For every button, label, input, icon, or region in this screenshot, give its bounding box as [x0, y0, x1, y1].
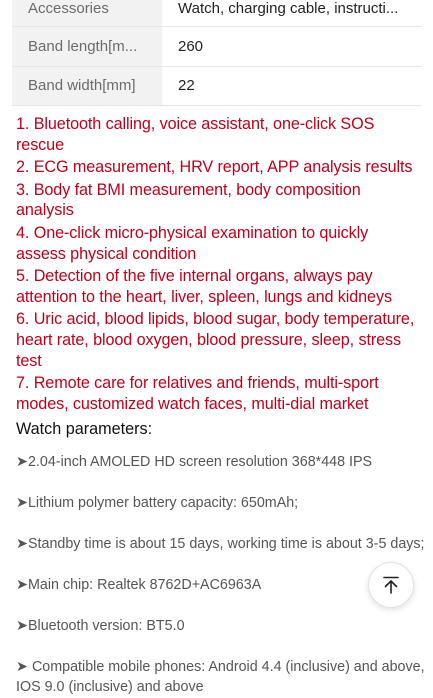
param-item — [16, 493, 426, 513]
spec-key: Accessories — [12, 0, 162, 26]
param-item — [16, 657, 426, 697]
param-text: Compatible mobile phones: Android 4.4 (inclusive) and above, IOS 9.0 (inclusive) and above — [16, 659, 425, 695]
param-text: Bluetooth version: BT5.0 — [27, 618, 185, 634]
param-text: Main chip: Realtek 8762D+AC6963A — [27, 577, 262, 593]
spec-value: Watch, charging cable, instructi... — [178, 0, 399, 17]
feature-item: 5. Detection of the five internal organs, always pay attention to the heart, liver, spleen, lungs and kidneys — [16, 267, 392, 306]
arrow-bullet-icon: ➤ — [16, 659, 28, 675]
arrow-bullet-icon: ➤ — [16, 618, 28, 634]
param-text: 2.04-inch AMOLED HD screen resolution 368*448 IPS — [27, 454, 373, 470]
spec-row-accessories — [12, 0, 421, 27]
spec-key: Band width[mm] — [12, 67, 162, 106]
feature-item: 3. Body fat BMI measurement, body composition analysis — [16, 180, 361, 220]
param-item — [16, 452, 426, 472]
arrow-bullet-icon: ➤ — [16, 454, 28, 470]
specs-table — [12, 0, 421, 106]
back-to-top-button[interactable] — [368, 562, 414, 608]
param-item — [16, 575, 426, 595]
arrow-bullet-icon: ➤ — [16, 577, 28, 593]
feature-item: 4. One-click micro-physical examination to quickly assess physical condition — [16, 223, 369, 263]
spec-value: 22 — [178, 77, 195, 95]
feature-item: 7. Remote care for relatives and friends, multi-sport modes, customized watch faces, multi-dial market — [16, 374, 379, 413]
param-item — [16, 534, 426, 554]
params-list — [16, 452, 426, 697]
param-text: Lithium polymer battery capacity: 650mAh; — [27, 495, 299, 511]
feature-item: 2. ECG measurement, HRV report, APP analysis results — [16, 158, 413, 177]
params-heading: Watch parameters: — [16, 420, 153, 438]
feature-item: 6. Uric acid, blood lipids, blood sugar, body temperature, heart rate, blood oxygen, blood pressure, sleep, stress test — [16, 310, 415, 370]
spec-row-band-width — [12, 67, 421, 107]
arrow-bullet-icon: ➤ — [16, 536, 28, 552]
spec-key: Band length[m... — [12, 27, 162, 66]
feature-item: 1. Bluetooth calling, voice assistant, one-click SOS rescue — [16, 115, 375, 154]
spec-value: 260 — [178, 37, 204, 55]
param-text: Standby time is about 15 days, working time is about 3-5 days; — [27, 536, 425, 552]
feature-list — [16, 114, 421, 416]
arrow-up-to-line-icon — [381, 575, 401, 595]
spec-row-band-length — [12, 27, 421, 67]
param-item — [16, 616, 426, 636]
arrow-bullet-icon: ➤ — [16, 495, 28, 511]
